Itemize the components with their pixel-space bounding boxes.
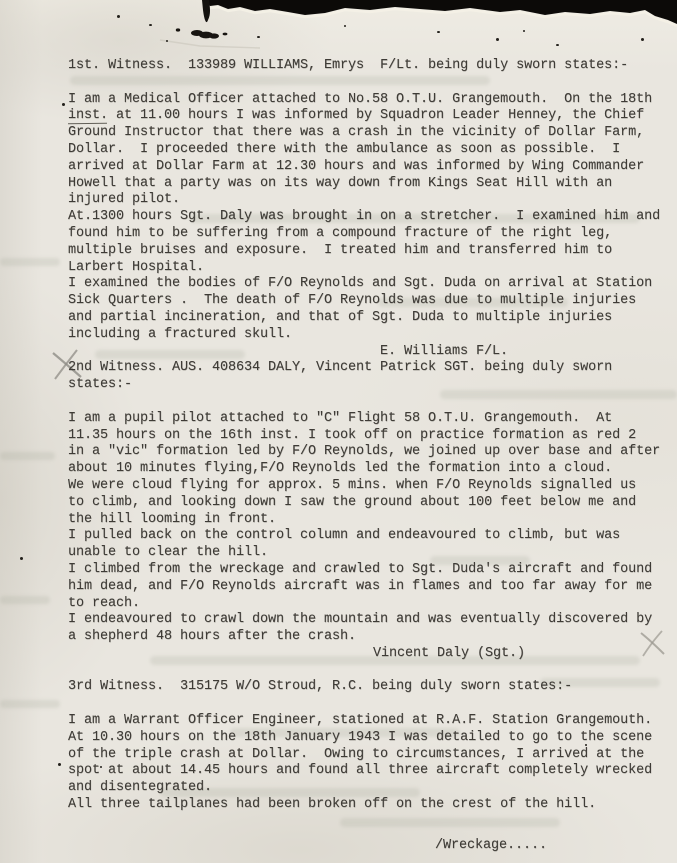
statement-line: to climb, and looking down I saw the ground about 100 feet below me and xyxy=(68,494,637,510)
witness1-statement xyxy=(68,92,677,344)
statement-line: At 10.30 hours on the 18th January 1943 I was detailed to go to the scene xyxy=(68,729,653,745)
witness3-heading: 3rd Witness. 315175 W/O Stroud, R.C. being duly sworn states:- xyxy=(68,679,573,695)
statement-line: I pulled back on the control column and endeavoured to climb, but was xyxy=(68,528,621,544)
witness2-heading xyxy=(68,360,677,394)
bleed-smudge xyxy=(0,596,50,604)
statement-line: Howell that a party was on its way down from Kings Seat Hill with an xyxy=(68,175,613,191)
heading-line: 2nd Witness. AUS. 408634 DALY, Vincent Patrick SGT. being duly sworn xyxy=(68,360,613,376)
statement-line: inst. at 11.00 hours I was informed by Squadron Leader Henney, the Chief xyxy=(68,108,645,124)
typewritten-text xyxy=(68,58,677,855)
witness3-statement xyxy=(68,713,677,814)
statement-line: I examined the bodies of F/O Reynolds and Sgt. Duda on arrival at Station xyxy=(68,276,653,292)
statement-line: found him to be suffering from a compound fracture of the right leg, xyxy=(68,225,613,241)
statement-line: unable to clear the hill. xyxy=(68,545,269,561)
statement-line: Sick Quarters . The death of F/O Reynolds was due to multiple injuries xyxy=(68,293,637,309)
statement-line: I am a Medical Officer attached to No.58 O.T.U. Grangemouth. On the 18th xyxy=(68,91,653,107)
statement-line: Dollar. I proceeded there with the ambulance as soon as possible. I xyxy=(68,141,621,157)
page-continuation-marker: /Wreckage..... xyxy=(435,837,548,853)
bleed-smudge xyxy=(0,258,60,266)
heading-line: states:- xyxy=(68,377,133,393)
statement-line: of the triple crash at Dollar. Owing to circumstances, I arrived at the xyxy=(68,746,645,762)
statement-line: We were cloud flying for approx. 5 mins. when F/O Reynolds signalled us xyxy=(68,477,637,493)
statement-line: the hill looming in front. xyxy=(68,511,277,527)
statement-line: to reach. xyxy=(68,595,141,611)
statement-line: including a fractured skull. xyxy=(68,326,293,342)
statement-line: All three tailplanes had been broken off on the crest of the hill. xyxy=(68,797,597,813)
statement-line: I endeavoured to crawl down the mountain and was eventually discovered by xyxy=(68,612,653,628)
statement-line: and disentegrated. xyxy=(68,780,213,796)
statement-line: Ground Instructor that there was a crash in the vicinity of Dollar Farm, xyxy=(68,125,645,141)
torn-top-edge xyxy=(0,0,677,52)
statement-line: a shepherd 48 hours after the crash. xyxy=(68,629,357,645)
statement-line: multiple bruises and exposure. I treated him and transferred him to xyxy=(68,242,613,258)
witness1-heading: 1st. Witness. 133989 WILLIAMS, Emrys F/Lt. being duly sworn states:- xyxy=(68,58,629,73)
statement-line: about 10 minutes flying,F/O Reynolds led the formation into a cloud. xyxy=(68,461,613,477)
witness1-signature: E. Williams F/L. xyxy=(380,343,509,359)
statement-line: and partial incineration, and that of Sgt. Duda to multiple injuries xyxy=(68,309,613,325)
witness2-statement xyxy=(68,411,677,646)
statement-line: 11.35 hours on the 16th inst. I took off on practice formation as red 2 xyxy=(68,427,637,443)
bleed-smudge xyxy=(0,700,60,708)
statement-line: I am a pupil pilot attached to "C" Flight 58 O.T.U. Grangemouth. At xyxy=(68,410,613,426)
ink-smear xyxy=(176,28,228,38)
statement-line: arrived at Dollar Farm at 12.30 hours and was informed by Wing Commander xyxy=(68,158,645,174)
statement-line: in a "vic" formation led by F/O Reynolds, we joined up over base and after xyxy=(68,444,661,460)
bleed-smudge xyxy=(0,452,55,460)
statement-line: injured pilot. xyxy=(68,192,181,208)
statement-line: him dead, and F/O Reynolds aircraft was in flames and too far away for me xyxy=(68,578,653,594)
statement-line: Larbert Hospital. xyxy=(68,259,205,275)
witness2-signature: Vincent Daly (Sgt.) xyxy=(373,645,526,661)
statement-line: spot at about 14.45 hours and found all three aircraft completely wrecked xyxy=(68,763,653,779)
statement-line: I am a Warrant Officer Engineer, stationed at R.A.F. Station Grangemouth. xyxy=(68,713,653,729)
statement-line: At.1300 hours Sgt. Daly was brought in on a stretcher. I examined him and xyxy=(68,209,661,225)
statement-line: I climbed from the wreckage and crawled to Sgt. Duda's aircraft and found xyxy=(68,561,653,577)
